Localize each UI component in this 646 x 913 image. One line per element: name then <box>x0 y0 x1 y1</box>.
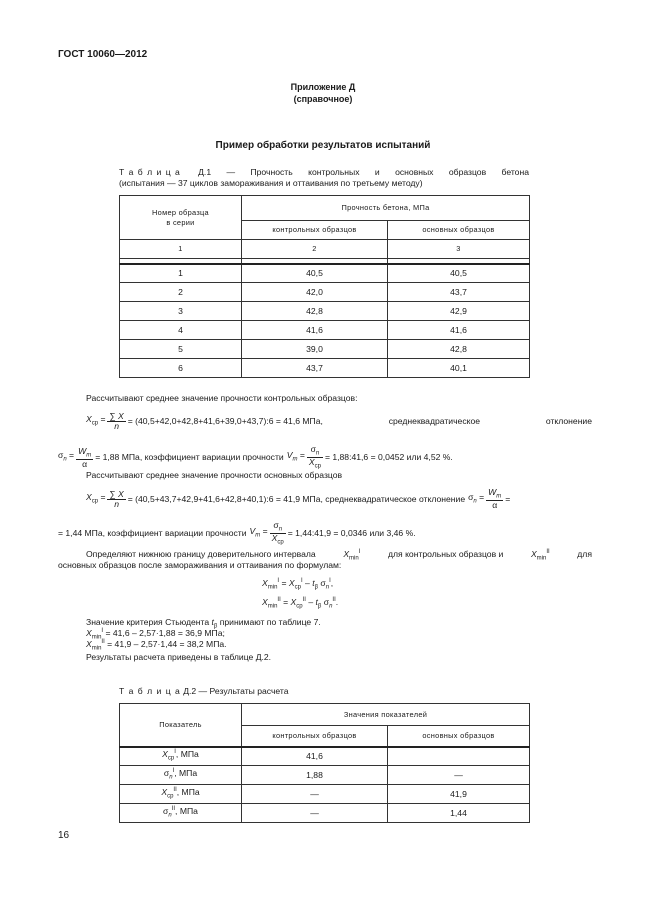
table-cell: 42,8 <box>388 340 530 359</box>
table-cell: 40,1 <box>388 359 530 378</box>
table1-col3-header: основных образцов <box>388 221 530 240</box>
table-row <box>120 359 530 378</box>
equation-main-cv: = 1,44 МПа, коэффициент вариации прочности $V_m$ = $\frac{\sigma_n}{X_{ср}}$ = 1,44:41,9 = 0,0346 или 3,46 %. <box>58 520 416 546</box>
table-cell: 6 <box>120 359 242 378</box>
table-cell: 41,6 <box>388 321 530 340</box>
table-row <box>120 264 530 283</box>
fraction-w-over-alpha: $\frac{W_m}{\alpha}$ <box>488 487 502 511</box>
table-row <box>120 785 530 804</box>
table-cell: — <box>242 804 388 823</box>
calculation-main: $X_{min}^{II} = 41,9 - 2,57\cdot 1,44 = 38,2$ МПа. <box>86 639 227 652</box>
table-cell: $X_{ср}^{II}$, МПа <box>120 785 242 804</box>
table1-col-number: 3 <box>388 240 530 259</box>
table1-group-header: Прочность бетона, МПа <box>242 196 530 221</box>
paragraph-student: Значение критерия Стьюдента $t_\beta$ принимают по таблице 7. <box>86 617 321 630</box>
table1-caption-line2: (испытания — 37 циклов замораживания и оттаивания по третьему методу) <box>119 178 423 188</box>
appendix-title: Приложение Д <box>290 82 356 92</box>
appendix-subtitle: (справочное) <box>293 94 353 104</box>
fraction-sum-x-over-n: $\frac{\sum X}{n}$ <box>109 411 124 432</box>
table-cell: — <box>242 785 388 804</box>
equation-control-cv: $\sigma_n$ = $\frac{W_m}{\alpha}$ = 1,88 МПа, коэффициент вариации прочности $V_m$ = $\frac{\sigma_n}{X_{ср}}$ = 1,88:41,6 = 0,0452 или 4,52 %. <box>58 444 453 470</box>
table-row <box>120 766 530 785</box>
table-cell: 41,6 <box>242 321 388 340</box>
table2-col1-header: Показатель <box>120 704 242 747</box>
table-cell: $X_{ср}^I$, МПа <box>120 747 242 766</box>
equation-rhs: = (40,5+42,0+42,8+41,6+39,0+43,7):6 = 41,6 МПа, <box>127 416 323 427</box>
formula-limit-control: $X_{min}^I = X_{ср}^I - t_\beta$ $\sigma_n^I$, <box>262 578 334 591</box>
equation-control-mean: $X_{ср}$ = $\frac{\sum X}{n}$ = (40,5+42,0+42,8+41,6+39,0+43,7):6 = 41,6 МПа, среднеквадратическое отклонение <box>86 411 593 432</box>
table-cell: 40,5 <box>242 264 388 283</box>
document-id: ГОСТ 10060—2012 <box>58 49 148 60</box>
paragraph-main-mean: Рассчитывают среднее значение прочности основных образцов <box>86 470 343 480</box>
section-title: Пример обработки результатов испытаний <box>215 140 431 151</box>
equation-word: среднеквадратическое <box>388 416 481 427</box>
paragraph-results: Результаты расчета приведены в таблице Д.2. <box>86 652 272 662</box>
fraction-w-over-alpha: $\frac{W_m}{\alpha}$ <box>78 445 92 469</box>
table-2 <box>119 703 530 823</box>
table-cell: 43,7 <box>388 283 530 302</box>
table-cell: 1,44 <box>388 804 530 823</box>
table-row <box>120 283 530 302</box>
table-row <box>120 340 530 359</box>
table-row <box>120 302 530 321</box>
table-cell: 41,9 <box>388 785 530 804</box>
table1-col-number: 1 <box>120 240 242 259</box>
table-cell: 42,8 <box>242 302 388 321</box>
paragraph-limits: Определяют нижнюю границу доверительного интервала $X_{min}^I$ для контрольных образцов и $X_{min}^{II}$ для <box>86 549 592 562</box>
table-cell: 42,9 <box>388 302 530 321</box>
equation-word: отклонение <box>545 416 593 427</box>
table1-col1-header: Номер образца в серии <box>120 196 242 240</box>
table-cell: 41,6 <box>242 747 388 766</box>
table-cell: 1 <box>120 264 242 283</box>
table-cell <box>388 747 530 766</box>
table-cell: 40,5 <box>388 264 530 283</box>
paragraph-limits-line2: основных образцов после замораживания и оттаивания по формулам: <box>58 560 342 570</box>
page-number: 16 <box>58 830 70 841</box>
equation-main-mean: $X_{ср}$ = $\frac{\sum X}{n}$ = (40,5+43,7+42,9+41,6+42,8+40,1):6 = 41,9 МПа, среднеквадратическое отклонение $\sigma_n$ = $\frac{W_m}{\alpha}$ = <box>86 487 511 511</box>
table-cell: 5 <box>120 340 242 359</box>
table-cell: 1,88 <box>242 766 388 785</box>
table-cell: $\sigma_n^I$, МПа <box>120 766 242 785</box>
table1-col-number: 2 <box>242 240 388 259</box>
calculation-control: $X_{min}^I = 41,6 - 2,57\cdot 1,88 = 36,9$ МПа; <box>86 628 225 641</box>
table1-caption-word: Т а б л и ц а <box>119 167 181 177</box>
table-cell: $\sigma_n^{II}$, МПа <box>120 804 242 823</box>
table1-caption <box>119 167 529 178</box>
table-cell: 43,7 <box>242 359 388 378</box>
table2-col2-header: контрольных образцов <box>242 726 388 747</box>
fraction-sigma-over-xcp: $\frac{\sigma_n}{X_{ср}}$ <box>271 520 284 546</box>
table-row <box>120 747 530 766</box>
table-row <box>120 804 530 823</box>
table1-col2-header: контрольных образцов <box>242 221 388 240</box>
table1-caption-line1: Д.1 — Прочность контрольных и основных образцов бетона <box>198 167 529 177</box>
fraction-sigma-over-xcp: $\frac{\sigma_n}{X_{ср}}$ <box>308 444 321 470</box>
table-cell: 4 <box>120 321 242 340</box>
table2-col3-header: основных образцов <box>388 726 530 747</box>
paragraph-control-mean: Рассчитывают среднее значение прочности контрольных образцов: <box>86 393 358 403</box>
table-cell: 2 <box>120 283 242 302</box>
table-cell: 42,0 <box>242 283 388 302</box>
table-cell: — <box>388 766 530 785</box>
fraction-sum-x-over-n: $\frac{\sum X}{n}$ <box>109 488 124 509</box>
table-1 <box>119 195 530 378</box>
formula-limit-main: $X_{min}^{II} = X_{ср}^{II} - t_\beta$ $\sigma_n^{II}$. <box>262 597 339 610</box>
table-cell: 3 <box>120 302 242 321</box>
table-row <box>120 321 530 340</box>
table2-group-header: Значения показателей <box>242 704 530 726</box>
table2-caption: Т а б л и ц а Д.2 — Результаты расчета <box>119 686 289 696</box>
table-cell: 39,0 <box>242 340 388 359</box>
